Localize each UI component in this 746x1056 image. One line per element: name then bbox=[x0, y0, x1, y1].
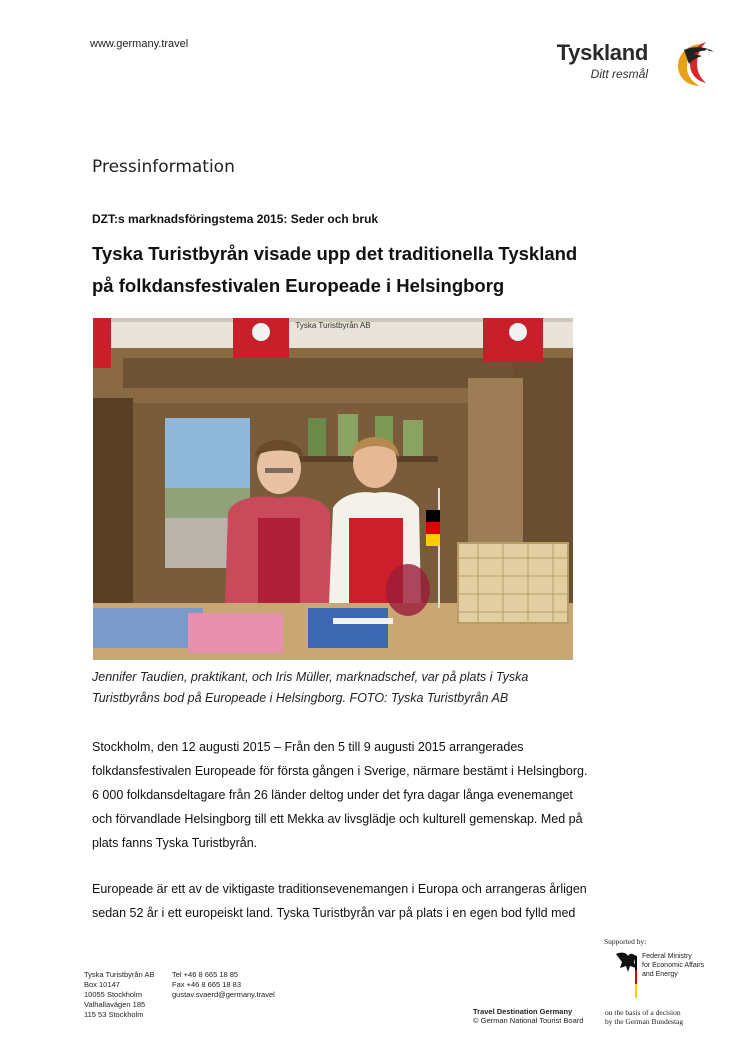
ministry-line: Federal Ministry bbox=[642, 953, 692, 960]
paragraph-line: plats fanns Tyska Turistbyrån. bbox=[92, 836, 258, 850]
photo-caption bbox=[92, 667, 652, 709]
paragraph-line: Stockholm, den 12 augusti 2015 – Från den 5 till 9 augusti 2015 arrangerades bbox=[92, 740, 524, 754]
footer-address bbox=[84, 970, 154, 1020]
fax-line: Fax +46 8 665 18 83 bbox=[172, 980, 242, 989]
paragraph-line: 6 000 folkdansdeltagare från 26 länder deltog under det fyra dagar långa evenemanget bbox=[92, 788, 573, 802]
tdg-subtitle: © German National Tourist Board bbox=[473, 1016, 584, 1025]
brochures bbox=[93, 608, 393, 653]
eagle-logo-icon bbox=[662, 36, 720, 92]
address-line: Tyska Turistbyrån AB bbox=[84, 970, 155, 979]
section-label: Pressinformation bbox=[92, 157, 235, 177]
phone-line: Tel +46 8 665 18 85 bbox=[172, 970, 239, 979]
kicker: DZT:s marknadsföringstema 2015: Seder och bruk bbox=[92, 212, 379, 226]
address-line: Valhallavägen 185 bbox=[84, 1000, 146, 1009]
footer-contact bbox=[172, 970, 275, 1000]
booth-sign-text: Tyska Turistbyrån AB bbox=[295, 321, 371, 330]
brand-tagline: Ditt resmål bbox=[590, 67, 648, 81]
federal-eagle-flag-icon bbox=[614, 952, 638, 1000]
email-link[interactable]: gustav.svaerd@germany.travel bbox=[172, 990, 275, 999]
tdg-title: Travel Destination Germany bbox=[473, 1007, 573, 1016]
website-url[interactable]: www.germany.travel bbox=[90, 38, 189, 50]
tdg-credit bbox=[473, 1007, 583, 1025]
address-line: Box 10147 bbox=[84, 980, 120, 989]
ministry-line: and Energy bbox=[642, 971, 678, 978]
ministry-logo bbox=[614, 952, 724, 1000]
headline-line: på folkdansfestivalen Europeade i Helsingborg bbox=[92, 275, 505, 296]
headline-line: Tyska Turistbyrån visade upp det traditionella Tyskland bbox=[92, 243, 578, 264]
booth-photo bbox=[93, 318, 573, 660]
booth-photo-illustration bbox=[93, 318, 573, 660]
body-paragraph-2 bbox=[92, 877, 652, 925]
basis-line: by the German Bundestag bbox=[605, 1017, 684, 1026]
ministry-name bbox=[642, 952, 704, 979]
basket bbox=[458, 543, 568, 623]
headline bbox=[92, 238, 682, 302]
brand-block bbox=[540, 36, 720, 92]
paragraph-line: folkdansfestivalen Europeade för första gången i Sverige, närmare bestämt i Helsingborg. bbox=[92, 764, 588, 778]
brand-name: Tyskland bbox=[556, 40, 648, 65]
caption-line: Turistbyråns bod på Europeade i Helsingborg. FOTO: Tyska Turistbyrån AB bbox=[92, 691, 509, 705]
address-line: 10055 Stockholm bbox=[84, 990, 142, 999]
paragraph-line: och förvandlade Helsingborg till ett Mekka av livsglädje och kulturell gemenskap. Med på bbox=[92, 812, 583, 826]
supported-by-label: Supported by: bbox=[604, 937, 647, 946]
body-paragraph-1 bbox=[92, 735, 652, 855]
paragraph-line: sedan 52 år i ett europeiskt land. Tyska Turistbyrån var på plats i en egen bod fylld med bbox=[92, 906, 576, 920]
paragraph-line: Europeade är ett av de viktigaste traditionsevenemangen i Europa och arrangeras årligen bbox=[92, 882, 587, 896]
address-line: 115 53 Stockholm bbox=[84, 1010, 144, 1019]
ministry-line: for Economic Affairs bbox=[642, 962, 705, 969]
basis-line: on the basis of a decision bbox=[605, 1008, 681, 1017]
bundestag-note bbox=[605, 1008, 683, 1026]
caption-line: Jennifer Taudien, praktikant, och Iris Müller, marknadschef, var på plats i Tyska bbox=[92, 670, 529, 684]
